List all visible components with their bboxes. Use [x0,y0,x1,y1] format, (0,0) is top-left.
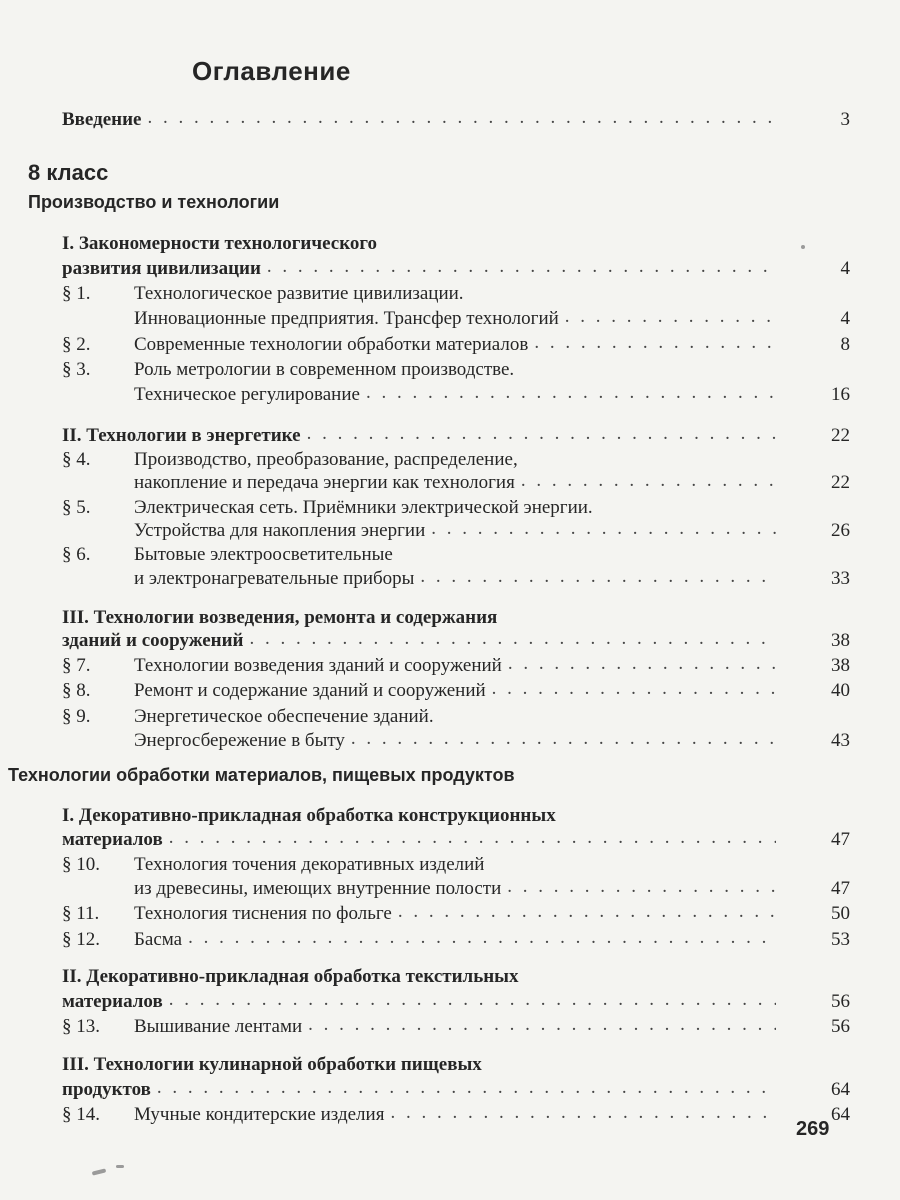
section-title: I. Закономерности технологического [62,233,378,254]
dot-leader [565,303,776,331]
toc-entry-paragraph[interactable]: § 13. Вышивание лентами . . . 56 [62,1013,782,1041]
part-heading: Производство и технологии [28,192,280,212]
dot-leader [308,1011,776,1039]
section-title: III. Технологии возведения, ремонта и содержания [62,607,498,628]
paragraph-entry: § 4. Производство, преобразование, распределение, [62,449,518,470]
scan-speck [116,1165,124,1168]
toc-entry-paragraph[interactable]: § 12. Басма . . . 53 [62,926,782,954]
toc-entry-paragraph[interactable]: Инновационные предприятия. Трансфер технологий . . . 4 [134,305,782,333]
toc-entry-paragraph[interactable]: Энергосбережение в быту . . . 43 [134,727,782,755]
grade-heading: 8 класс [28,160,109,185]
dot-leader [169,986,776,1014]
toc-entry-section[interactable]: продуктов . . . 64 [62,1076,782,1104]
section-title: I. Декоративно-прикладная обработка конструкционных [62,805,556,826]
toc-entry-paragraph[interactable]: и электронагревательные приборы . . . 33 [134,565,782,593]
dot-leader [188,924,776,952]
dot-leader [307,420,776,448]
dot-leader [521,467,776,495]
toc-entry-section[interactable]: зданий и сооружений . . . 38 [62,627,782,655]
dot-leader [157,1074,776,1102]
dot-leader [534,329,776,357]
page-number: 269 [796,1118,830,1140]
dot-leader [148,104,777,132]
paragraph-number: § 1. [62,283,91,304]
dot-leader [267,253,776,281]
toc-entry-paragraph[interactable]: § 8. Ремонт и содержание зданий и сооружений . . . 40 [62,677,782,705]
paragraph-entry: § 9. Энергетическое обеспечение зданий. [62,706,434,727]
paragraph-entry: § 10. Технология точения декоративных изделий [62,854,485,875]
dot-leader [420,563,776,591]
toc-entry-paragraph[interactable]: накопление и передача энергии как технология . . . 22 [134,469,782,497]
toc-entry-paragraph[interactable]: § 14. Мучные кондитерские изделия . . . 64 [62,1101,782,1129]
dot-leader [169,824,776,852]
page-title: Оглавление [192,56,351,86]
dot-leader [492,675,776,703]
toc-entry-paragraph[interactable]: Устройства для накопления энергии . . . 26 [134,517,782,545]
dot-leader [508,650,776,678]
toc-page-number: 3 [840,109,850,130]
scan-speck [92,1168,107,1175]
toc-entry-paragraph[interactable]: из древесины, имеющих внутренние полости . . . 47 [134,875,782,903]
dot-leader [431,515,776,543]
section-title: II. Декоративно-прикладная обработка текстильных [62,966,519,987]
toc-entry-paragraph[interactable]: § 11. Технология тиснения по фольге . . . 50 [62,900,782,928]
dot-leader [398,898,776,926]
dot-leader [250,625,777,653]
paragraph-entry: § 6. Бытовые электроосветительные [62,544,393,565]
toc-entry-section[interactable]: развития цивилизации . . . 4 [62,255,782,283]
paragraph-entry: § 1. Технологическое развитие цивилизации. [62,280,464,308]
toc-entry-title: Введение [62,109,142,130]
part-heading: Технологии обработки материалов, пищевых продуктов [8,765,515,785]
paragraph-entry: § 3. Роль метрологии в современном производстве. [62,359,515,380]
toc-entry-paragraph[interactable]: Техническое регулирование . . . 16 [134,381,782,409]
scan-speck [801,245,805,249]
toc-entry-paragraph[interactable]: § 2. Современные технологии обработки материалов . . . 8 [62,331,782,359]
paragraph-entry: § 5. Электрическая сеть. Приёмники электрической энергии. [62,497,593,518]
toc-entry-section[interactable]: материалов . . . 47 [62,826,782,854]
dot-leader [390,1099,776,1127]
dot-leader [366,379,776,407]
toc-entry-paragraph[interactable]: § 7. Технологии возведения зданий и сооружений . . . 38 [62,652,782,680]
toc-entry-intro[interactable] [62,106,850,134]
dot-leader [507,873,776,901]
toc-entry-section[interactable]: II. Технологии в энергетике . . . 22 [62,422,782,450]
dot-leader [351,725,776,753]
section-title: III. Технологии кулинарной обработки пищевых [62,1054,482,1075]
toc-entry-section[interactable]: материалов . . . 56 [62,988,782,1016]
